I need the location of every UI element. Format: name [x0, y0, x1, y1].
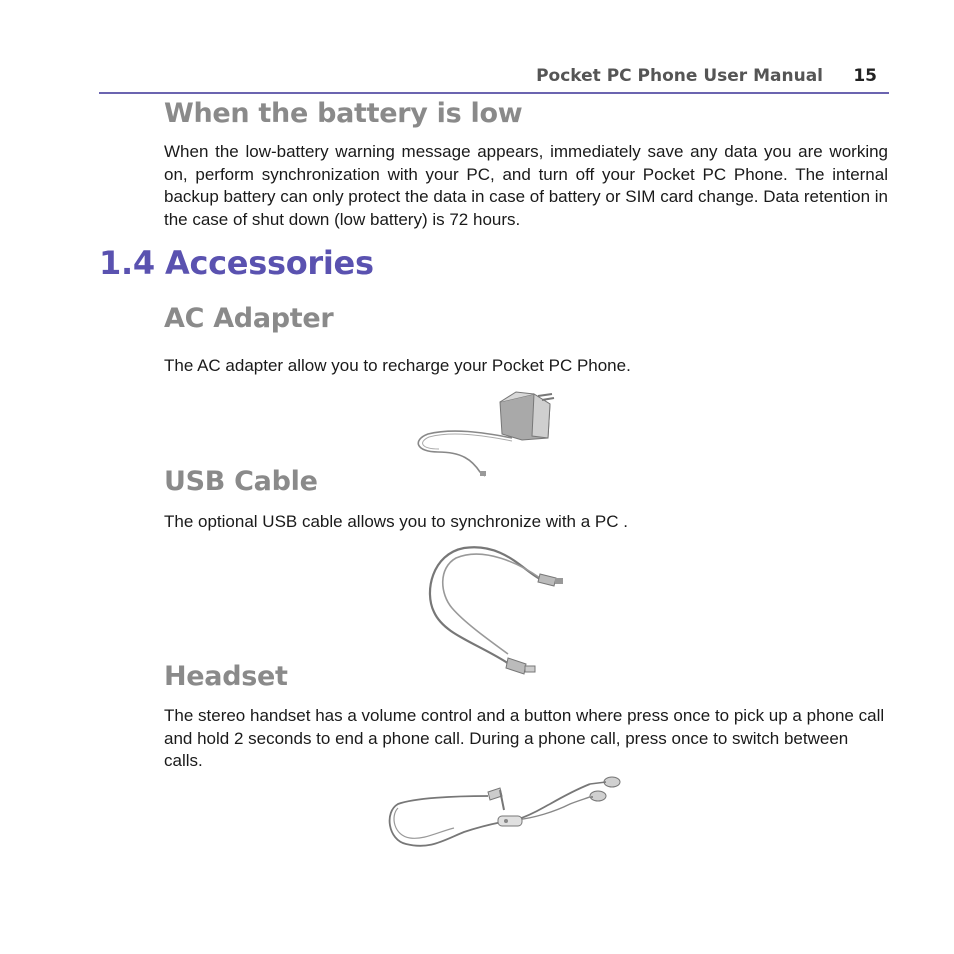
section-heading — [99, 244, 374, 282]
section-number: 1.4 — [99, 244, 155, 282]
ac-adapter-paragraph: The AC adapter allow you to recharge your Pocket PC Phone. — [164, 356, 631, 375]
stereo-headset-illustration — [384, 774, 624, 854]
usb-cable-paragraph: The optional USB cable allows you to synchronize with a PC . — [164, 512, 628, 531]
section-title: Accessories — [165, 244, 374, 282]
ac-adapter-illustration — [412, 388, 562, 480]
usb-cable-illustration — [424, 542, 568, 678]
battery-heading: When the battery is low — [164, 98, 523, 129]
usb-cable-heading: USB Cable — [164, 466, 318, 497]
battery-paragraph: When the low-battery warning message appears, immediately save any data you are working on, perform synchronization with your PC, and turn off your Pocket PC Phone. The internal backup battery can only protect the data in case of battery or SIM card change. Data retention in the case of shut down (low battery) is 72 hours. — [164, 142, 888, 229]
headset-heading: Headset — [164, 661, 288, 692]
manual-title: Pocket PC Phone User Manual — [536, 66, 823, 86]
page-number: 15 — [853, 66, 877, 86]
page-header — [99, 64, 889, 94]
ac-adapter-heading: AC Adapter — [164, 303, 334, 334]
headset-paragraph: The stereo handset has a volume control and a button where press once to pick up a phone call and hold 2 seconds to end a phone call. During a phone call, press once to switch between calls. — [164, 706, 885, 770]
